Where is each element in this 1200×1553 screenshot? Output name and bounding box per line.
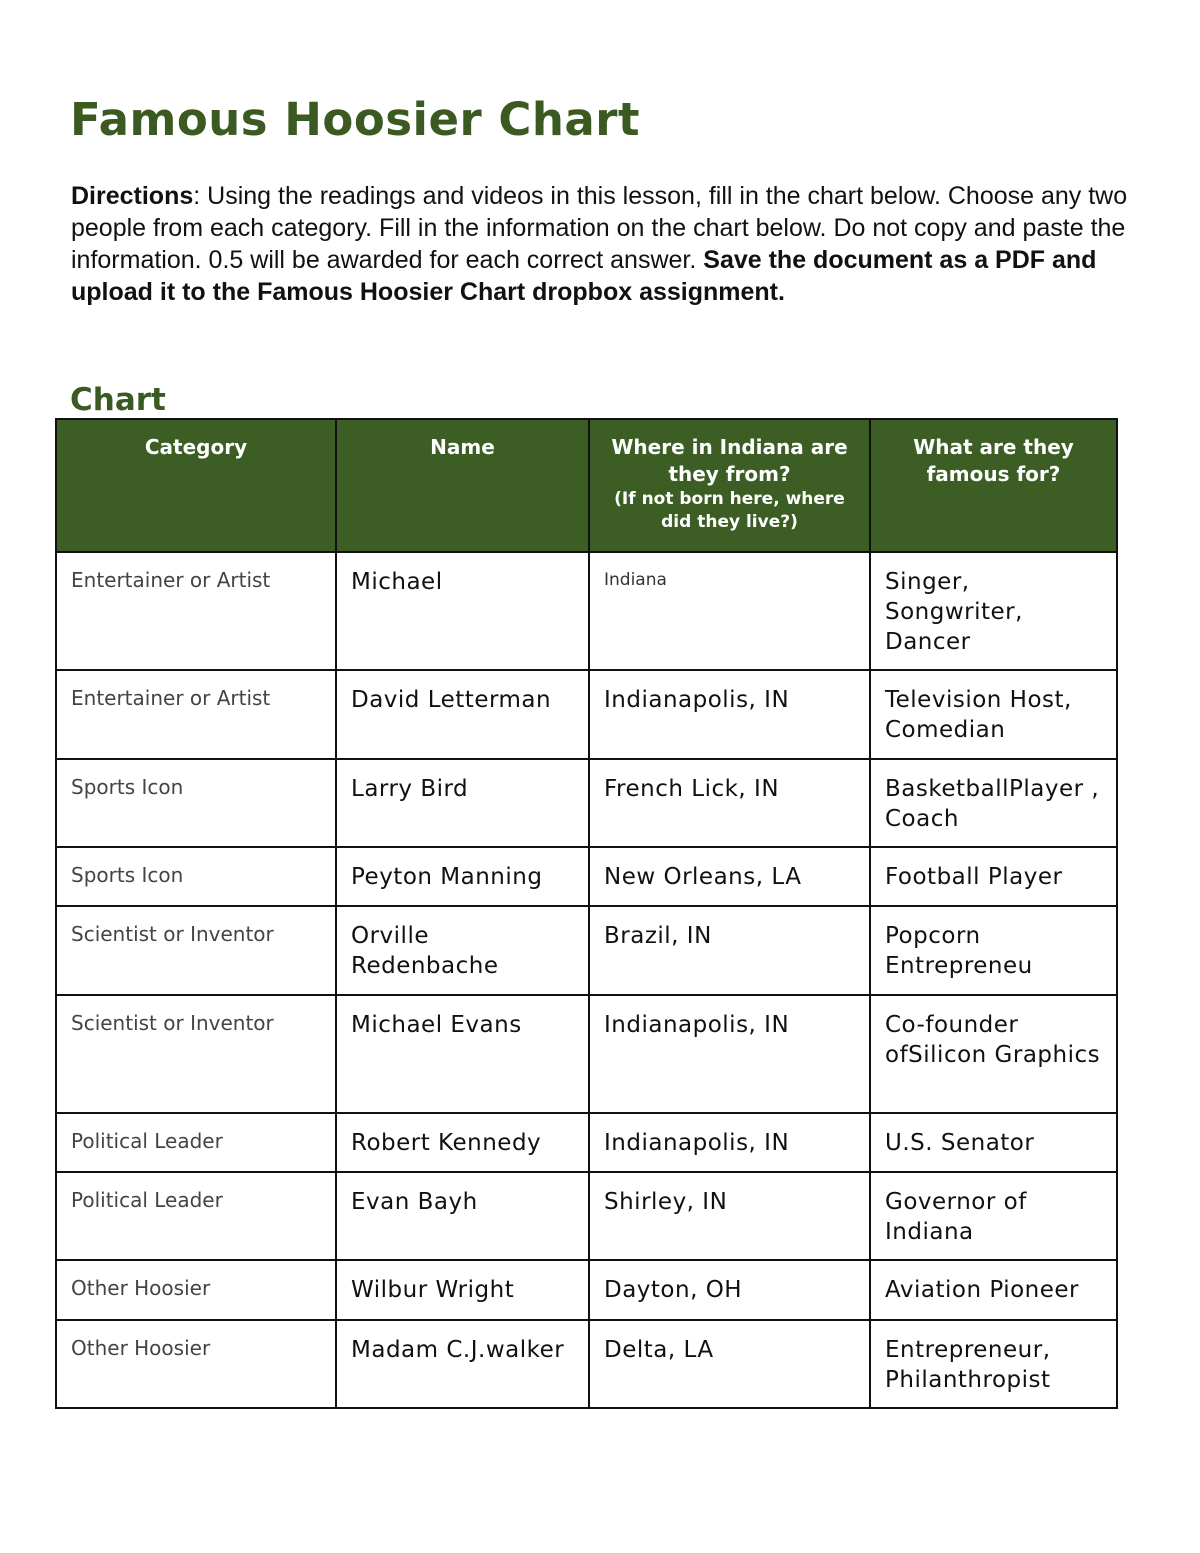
famous-cell[interactable]: Co-founder ofSilicon Graphics <box>870 995 1117 1113</box>
header-category: Category <box>56 419 336 552</box>
where-cell[interactable]: New Orleans, LA <box>589 847 870 906</box>
famous-cell[interactable]: Football Player <box>870 847 1117 906</box>
famous-cell[interactable]: Entrepreneur, Philanthropist <box>870 1320 1117 1408</box>
table-row <box>56 906 1117 995</box>
famous-cell[interactable]: Popcorn Entrepreneu <box>870 906 1117 995</box>
famous-cell[interactable]: Aviation Pioneer <box>870 1260 1117 1320</box>
name-cell[interactable]: Orville Redenbache <box>336 906 589 995</box>
category-cell[interactable]: Political Leader <box>56 1113 336 1172</box>
category-cell[interactable]: Entertainer or Artist <box>56 552 336 670</box>
header-famous: What are they famous for? <box>870 419 1117 552</box>
header-where <box>589 419 870 552</box>
table-header-row <box>56 419 1117 552</box>
where-cell[interactable]: Shirley, IN <box>589 1172 870 1260</box>
table-row <box>56 1260 1117 1320</box>
famous-hoosier-table <box>55 418 1118 1409</box>
where-cell[interactable]: Dayton, OH <box>589 1260 870 1320</box>
category-cell[interactable]: Scientist or Inventor <box>56 906 336 995</box>
directions-text: : Using the readings and videos in this lesson, fill in the chart below. Choose any two people from each category. Fill in the information on the chart below. Do not copy and paste the information. 0.5 will be awarded for each correct answer. <box>71 182 1128 274</box>
name-cell[interactable]: Wilbur Wright <box>336 1260 589 1320</box>
category-cell[interactable]: Sports Icon <box>56 847 336 906</box>
directions-label: Directions <box>71 182 194 210</box>
famous-cell[interactable]: Governor of Indiana <box>870 1172 1117 1260</box>
chart-section-heading: Chart <box>70 382 166 418</box>
category-cell[interactable]: Other Hoosier <box>56 1260 336 1320</box>
table-row <box>56 1172 1117 1260</box>
where-cell[interactable]: French Lick, IN <box>589 759 870 847</box>
table-row <box>56 1320 1117 1408</box>
table-row <box>56 670 1117 759</box>
category-cell[interactable]: Scientist or Inventor <box>56 995 336 1113</box>
where-cell[interactable]: Indianapolis, IN <box>589 1113 870 1172</box>
name-cell[interactable]: Michael Evans <box>336 995 589 1113</box>
header-name: Name <box>336 419 589 552</box>
directions-paragraph <box>71 180 1151 308</box>
name-cell[interactable]: Robert Kennedy <box>336 1113 589 1172</box>
table-row <box>56 759 1117 847</box>
category-cell[interactable]: Political Leader <box>56 1172 336 1260</box>
name-cell[interactable]: David Letterman <box>336 670 589 759</box>
famous-cell[interactable]: Singer, Songwriter, Dancer <box>870 552 1117 670</box>
table-row <box>56 847 1117 906</box>
where-cell[interactable]: Delta, LA <box>589 1320 870 1408</box>
name-cell[interactable]: Madam C.J.walker <box>336 1320 589 1408</box>
category-cell[interactable]: Other Hoosier <box>56 1320 336 1408</box>
famous-cell[interactable]: BasketballPlayer , Coach <box>870 759 1117 847</box>
table-row <box>56 1113 1117 1172</box>
category-cell[interactable]: Sports Icon <box>56 759 336 847</box>
where-cell[interactable]: Indianapolis, IN <box>589 670 870 759</box>
famous-cell[interactable]: Television Host, Comedian <box>870 670 1117 759</box>
page-title: Famous Hoosier Chart <box>70 93 640 146</box>
table-row <box>56 552 1117 670</box>
header-where-sub: (If not born here, where did they live?) <box>614 489 845 532</box>
header-where-main: Where in Indiana are they from? <box>611 435 848 486</box>
name-cell[interactable]: Evan Bayh <box>336 1172 589 1260</box>
name-cell[interactable]: Peyton Manning <box>336 847 589 906</box>
directions-save-instruction: Save the document as a PDF and upload it to the Famous Hoosier Chart dropbox assignment. <box>71 246 1097 306</box>
where-cell[interactable]: Indiana <box>589 552 870 670</box>
table-row <box>56 995 1117 1113</box>
where-cell[interactable]: Brazil, IN <box>589 906 870 995</box>
where-cell[interactable]: Indianapolis, IN <box>589 995 870 1113</box>
category-cell[interactable]: Entertainer or Artist <box>56 670 336 759</box>
famous-cell[interactable]: U.S. Senator <box>870 1113 1117 1172</box>
name-cell[interactable]: Michael <box>336 552 589 670</box>
name-cell[interactable]: Larry Bird <box>336 759 589 847</box>
